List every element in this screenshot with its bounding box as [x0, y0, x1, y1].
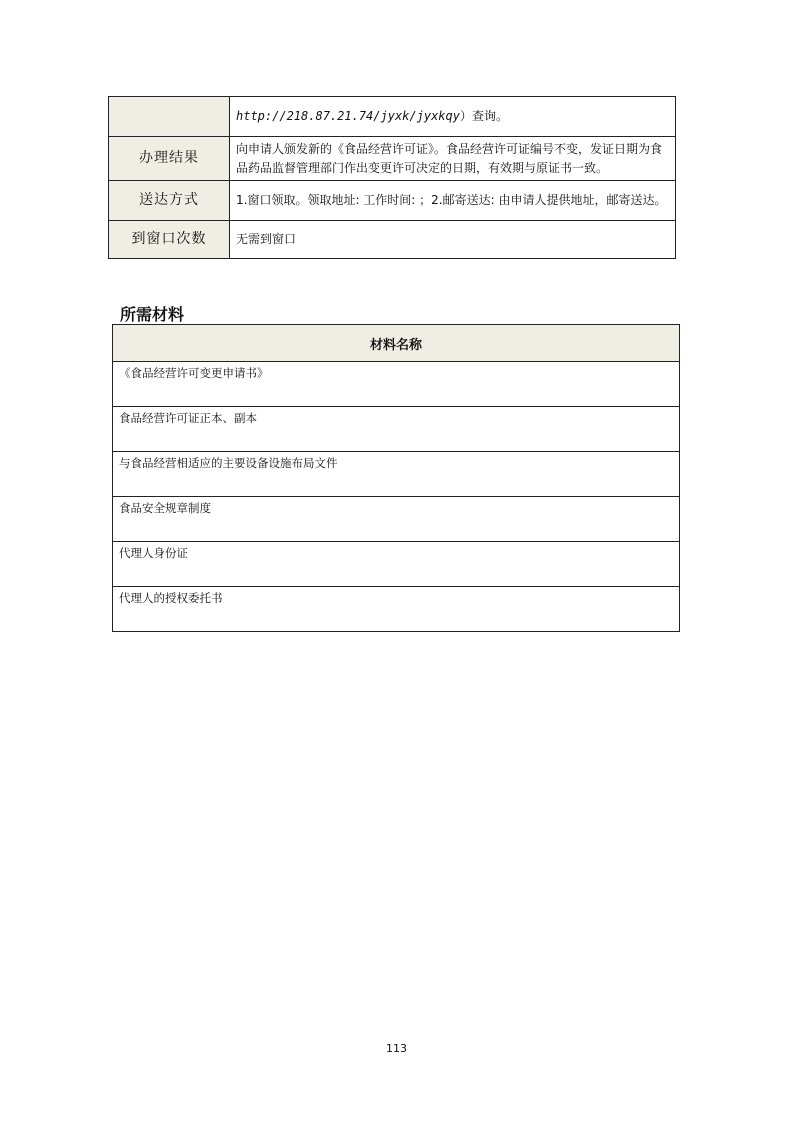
- material-item: 代理人身份证: [113, 542, 680, 587]
- table-row: [109, 97, 676, 137]
- material-item: 代理人的授权委托书: [113, 587, 680, 632]
- table-row: [113, 407, 680, 452]
- query-url: http://218.87.21.74/jyxk/jyxkqy: [236, 109, 460, 123]
- visits-value: 无需到窗口: [230, 221, 676, 259]
- table-header-row: [113, 325, 680, 362]
- row-label-result: 办理结果: [109, 137, 230, 181]
- row-label-delivery: 送达方式: [109, 181, 230, 221]
- row-label: [109, 97, 230, 137]
- result-value: 向申请人颁发新的《食品经营许可证》。食品经营许可证编号不变，发证日期为食品药品监督管理部门作出变更许可决定的日期，有效期与原证书一致。: [230, 137, 676, 181]
- query-url-cell: [230, 97, 676, 137]
- table-row: [109, 137, 676, 181]
- materials-heading: 所需材料: [120, 305, 185, 324]
- material-item: 与食品经营相适应的主要设备设施布局文件: [113, 452, 680, 497]
- table-row: [113, 497, 680, 542]
- table-row: [113, 542, 680, 587]
- table-row: [109, 181, 676, 221]
- page-number: 113: [386, 1042, 407, 1055]
- table-row: [109, 221, 676, 259]
- material-item: 《食品经营许可变更申请书》: [113, 362, 680, 407]
- material-item: 食品经营许可证正本、副本: [113, 407, 680, 452]
- row-label-visits: 到窗口次数: [109, 221, 230, 259]
- table-row: [113, 587, 680, 632]
- query-url-suffix: ）查询。: [459, 109, 508, 123]
- delivery-value: 1.窗口领取。领取地址: 工作时间: ；2.邮寄送达: 由申请人提供地址，邮寄送达。: [230, 181, 676, 221]
- materials-table: [112, 324, 680, 632]
- table-row: [113, 362, 680, 407]
- table-row: [113, 452, 680, 497]
- service-info-table: [108, 96, 676, 259]
- column-header-material-name: 材料名称: [113, 325, 680, 362]
- material-item: 食品安全规章制度: [113, 497, 680, 542]
